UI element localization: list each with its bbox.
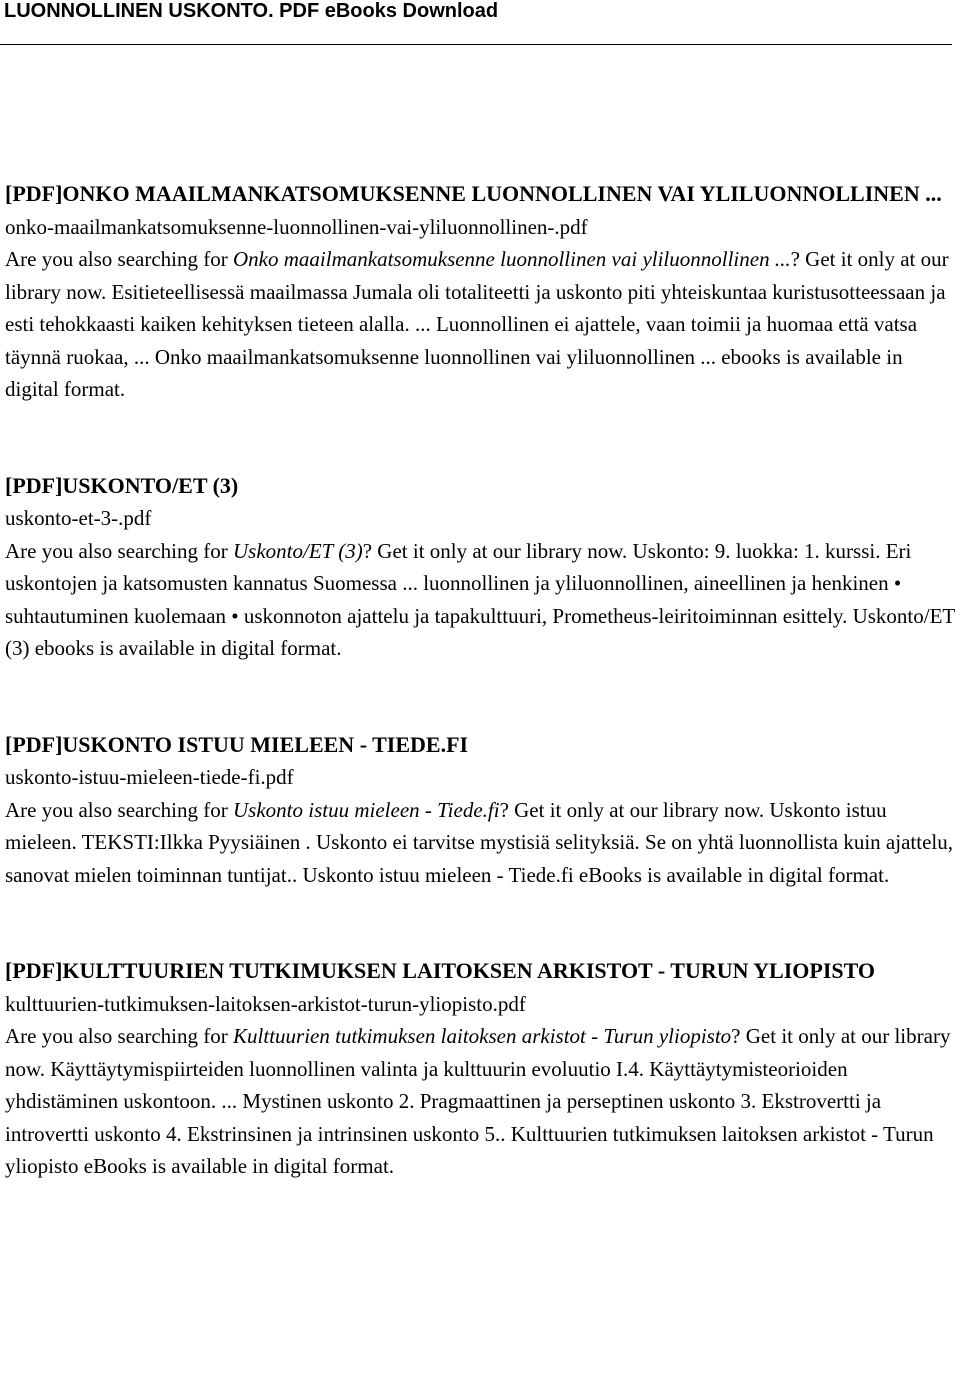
search-term: Uskonto/ET (3) [233,538,363,563]
search-prefix: Are you also searching for [5,797,234,822]
result-description [5,794,957,892]
result-body-text: ? Get it only at our library now. Esitieteellisessä maailmassa Jumala oli totaliteetti ja uskonto piti yhteiskuntaa kuristusotteessaan ja esti tehokkaasti kaiken kehityksen tieteen alalla. ... Luonnollinen ei ajattele, vaan toimii ja huomaa että vatsa täynnä ruokaa, ... Onko maailmankatsomuksenne luonnollinen vai yliluonnollinen ... ebooks is available in digital format. [5,247,949,401]
result-entry [5,178,957,406]
result-body-text: ? Get it only at our library now. Uskonto istuu mieleen. TEKSTI:Ilkka Pyysiäinen . Uskonto ei tarvitse mystisiä selityksiä. Se on yhtä luonnollista kuin ajattelu, sanovat mielen toiminnan tuntijat.. Uskonto istuu mieleen - Tiede.fi eBooks is available in digital format. [5,797,953,887]
result-title[interactable]: [PDF]USKONTO/ET (3) [5,472,239,498]
result-body-text: ? Get it only at our library now. Käyttäytymispiirteiden luonnollinen valinta ja kulttuurin evoluutio I.4. Käyttäytymisteorioiden yhdistäminen uskontoon. ... Mystinen uskonto 2. Pragmaattinen ja perseptinen uskonto 3. Ekstrovertti ja introvertti uskonto 4. Ekstrinsinen ja intrinsinen uskonto 5.. Kulttuurien tutkimuksen laitoksen arkistot - Turun yliopisto eBooks is available in digital format. [5,1024,951,1178]
result-description [5,535,957,665]
result-title[interactable]: [PDF]ONKO MAAILMANKATSOMUKSENNE LUONNOLLINEN VAI YLILUONNOLLINEN ... [5,181,942,206]
page-header [4,0,956,22]
result-entry [5,470,957,665]
result-filename: onko-maailmankatsomuksenne-luonnollinen-vai-yliluonnollinen-.pdf [5,214,588,239]
result-title[interactable]: [PDF]USKONTO ISTUU MIELEEN - TIEDE.FI [5,731,469,757]
result-description [5,1020,957,1183]
result-filename: uskonto-istuu-mieleen-tiede-fi.pdf [5,765,294,789]
search-term: Kulttuurien tutkimuksen laitoksen arkistot - Turun yliopisto [233,1024,732,1048]
search-term: Onko maailmankatsomuksenne luonnollinen vai yliluonnollinen ... [233,247,791,271]
search-prefix: Are you also searching for [5,538,234,563]
result-filename: uskonto-et-3-.pdf [5,506,152,530]
result-filename: kulttuurien-tutkimuksen-laitoksen-arkistot-turun-yliopisto.pdf [5,991,526,1016]
header-divider [0,44,952,45]
search-prefix: Are you also searching for [5,247,234,271]
search-prefix: Are you also searching for [5,1024,234,1048]
result-entry [5,955,957,1183]
page-title: LUONNOLLINEN USKONTO. PDF eBooks Download [4,0,499,22]
results-list [5,178,957,1247]
result-description [5,243,957,406]
result-body-text: ? Get it only at our library now. Uskonto: 9. luokka: 1. kurssi. Eri uskontojen ja katsomusten kannatus Suomessa ... luonnollinen ja yliluonnollinen, aineellinen ja henkinen • suhtautuminen kuolemaan • uskonnoton ajattelu ja tapakulttuuri, Prometheus-leiritoiminnan esittely. Uskonto/ET (3) ebooks is available in digital format. [5,538,955,660]
result-title[interactable]: [PDF]KULTTUURIEN TUTKIMUKSEN LAITOKSEN ARKISTOT - TURUN YLIOPISTO [5,958,876,983]
search-term: Uskonto istuu mieleen - Tiede.fi [233,797,500,822]
result-entry [5,729,957,892]
